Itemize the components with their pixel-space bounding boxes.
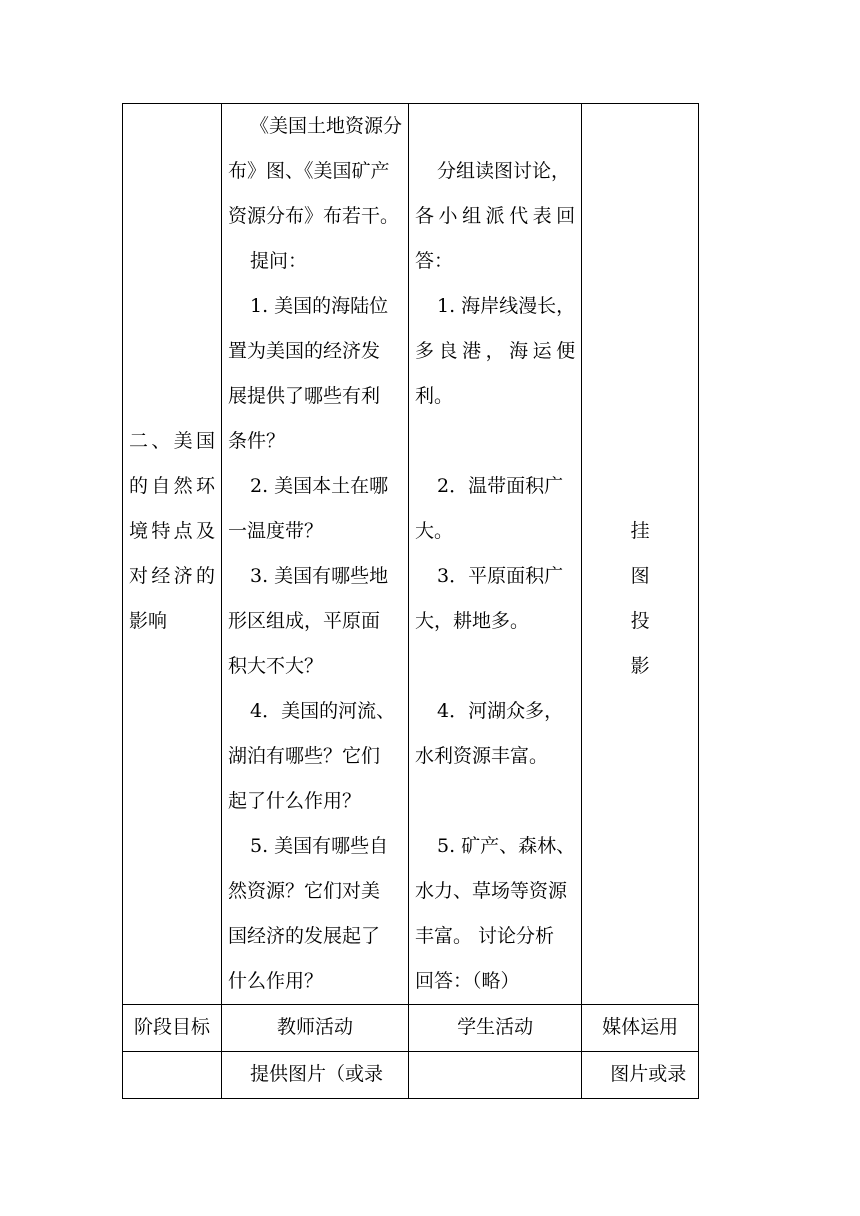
header-media-use: 媒体运用 xyxy=(582,1005,699,1052)
teacher-line: 积大不大？ xyxy=(228,655,324,677)
teacher-line: 形区组成，平原面 xyxy=(228,610,381,632)
teacher-line: 条件？ xyxy=(228,430,286,452)
student-line: 5. 矿产、森林、 xyxy=(437,835,576,857)
student-line: 利。 xyxy=(415,385,454,407)
header-teacher-activity: 教师活动 xyxy=(222,1005,409,1052)
table-row-natural-environment xyxy=(123,104,699,1005)
header-student-activity: 学生活动 xyxy=(409,1005,582,1052)
teacher-activity-cell xyxy=(222,104,409,1005)
stage-line: 二、美国 xyxy=(129,430,215,452)
teacher-line: 5. 美国有哪些自 xyxy=(250,835,389,857)
student-line: 2．温带面积广 xyxy=(437,475,564,497)
teacher-line: 提问： xyxy=(250,250,308,272)
student-activity-cell xyxy=(409,104,582,1005)
student-line: 水力、草场等资源 xyxy=(415,880,568,902)
teacher-line: 《美国土地资源分 xyxy=(250,115,403,137)
media-line-wall-chart: 挂图 xyxy=(630,520,684,587)
student-line: 各小组派代表回 xyxy=(415,205,576,227)
media-cell xyxy=(582,104,699,1005)
next-student-cell xyxy=(409,1052,582,1099)
teacher-line: 布》图、《美国矿产 xyxy=(228,160,390,182)
teacher-line: 展提供了哪些有利 xyxy=(228,385,381,407)
teacher-line: 资源分布》布若干。 xyxy=(228,205,400,227)
stage-cell xyxy=(123,104,222,1005)
next-teacher-cell xyxy=(222,1052,409,1099)
next-media-text: 图片或录 xyxy=(610,1063,687,1085)
student-line: 大，耕地多。 xyxy=(415,610,530,632)
student-line: 分组读图讨论， xyxy=(437,160,571,182)
stage-line: 境特点及 xyxy=(129,520,215,542)
teacher-line: 1. 美国的海陆位 xyxy=(250,295,389,317)
teacher-line: 什么作用？ xyxy=(228,970,324,992)
student-line: 3．平原面积广 xyxy=(437,565,564,587)
teacher-line: 3. 美国有哪些地 xyxy=(250,565,389,587)
next-media-cell xyxy=(582,1052,699,1099)
table-header-row xyxy=(123,1005,699,1052)
lesson-plan-table xyxy=(122,103,699,1099)
stage-line: 对经济的 xyxy=(129,565,215,587)
teacher-line: 然资源？它们对美 xyxy=(228,880,381,902)
next-teacher-text: 提供图片（或录 xyxy=(250,1063,384,1085)
student-line: 1. 海岸线漫长， xyxy=(437,295,576,317)
stage-line: 的自然环 xyxy=(129,475,215,497)
student-line: 丰富。 讨论分析 xyxy=(415,925,555,947)
media-line-projection: 投影 xyxy=(630,610,684,677)
teacher-line: 4．美国的河流、 xyxy=(250,700,396,722)
teacher-line: 2. 美国本土在哪 xyxy=(250,475,389,497)
student-line: 水利资源丰富。 xyxy=(415,745,549,767)
teacher-line: 国经济的发展起了 xyxy=(228,925,381,947)
stage-line: 影响 xyxy=(129,610,168,632)
teacher-line: 起了什么作用？ xyxy=(228,790,362,812)
student-line: 多良港，海运便 xyxy=(415,340,576,362)
teacher-line: 湖泊有哪些？它们 xyxy=(228,745,381,767)
next-stage-cell xyxy=(123,1052,222,1099)
table-row-next xyxy=(123,1052,699,1099)
student-line: 回答：（略） xyxy=(415,970,520,992)
student-line: 答： xyxy=(415,250,454,272)
student-line: 4．河湖众多， xyxy=(437,700,564,722)
teacher-line: 一温度带？ xyxy=(228,520,324,542)
student-line: 大。 xyxy=(415,520,454,542)
header-stage-goal: 阶段目标 xyxy=(123,1005,222,1052)
teacher-line: 置为美国的经济发 xyxy=(228,340,381,362)
